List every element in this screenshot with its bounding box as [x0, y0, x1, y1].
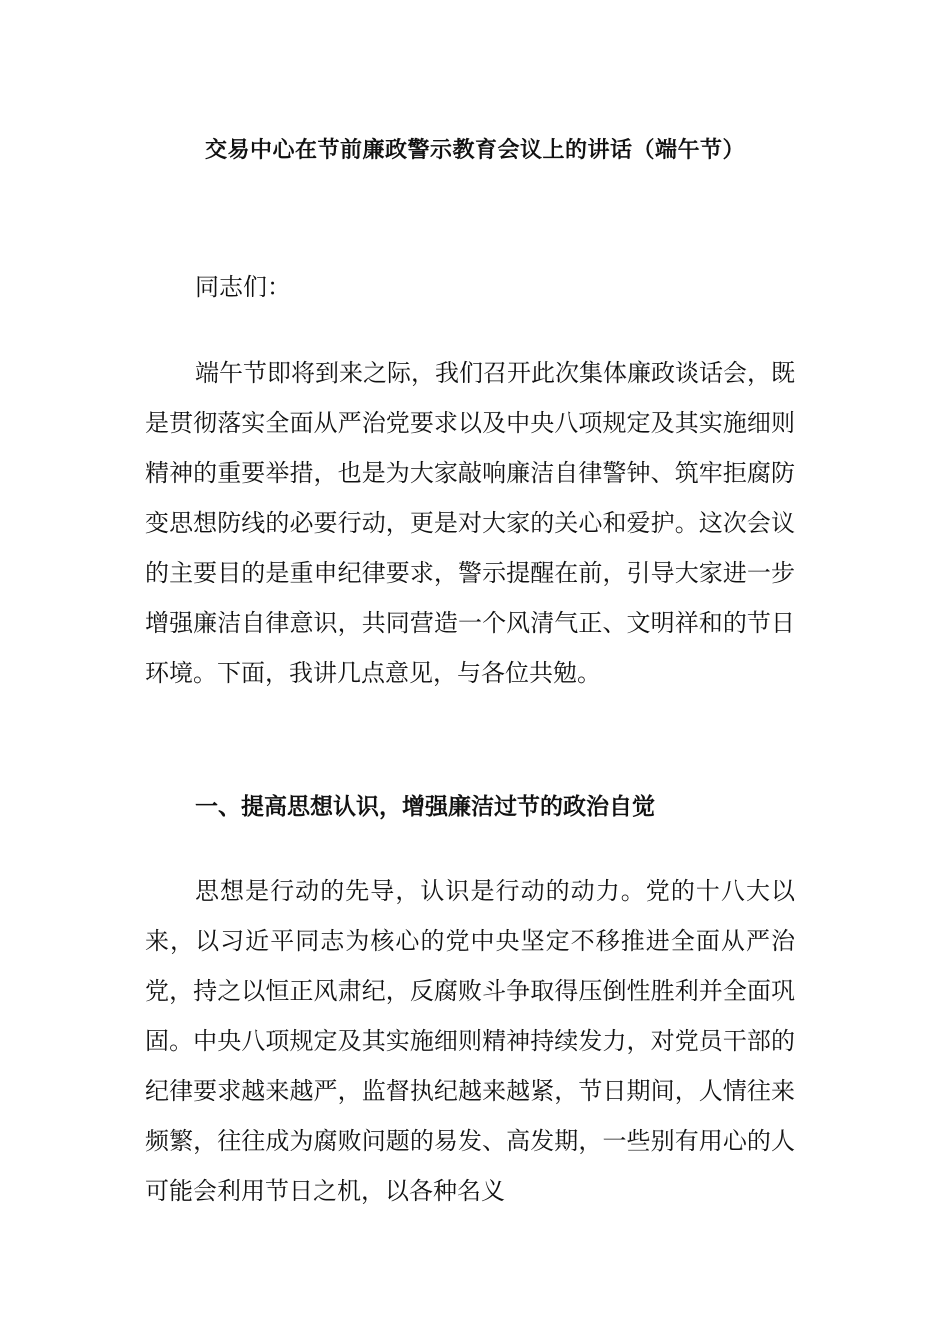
- document-title: 交易中心在节前廉政警示教育会议上的讲话（端午节）: [204, 138, 745, 163]
- salutation: 同志们：: [195, 273, 291, 301]
- paragraph-2: 思想是行动的先导，认识是行动的动力。党的十八大以来，以习近平同志为核心的党中央坚定不移推进全面从严治党，持之以恒正风肃纪，反腐败斗争取得压倒性胜利并全面巩固。中央八项规定及其实施细则精神持续发力，对党员干部的纪律要求越来越严，监督执纪越来越紧，节日期间，人情往来频繁，往往成为腐败问题的易发、高发期，一些别有用心的人可能会利用节日之机，以各种名义: [145, 877, 795, 1205]
- paragraph-1: 端午节即将到来之际，我们召开此次集体廉政谈话会，既是贯彻落实全面从严治党要求以及中央八项规定及其实施细则精神的重要举措，也是为大家敲响廉洁自律警钟、筑牢拒腐防变思想防线的必要行动，更是对大家的关心和爱护。这次会议的主要目的是重申纪律要求，警示提醒在前，引导大家进一步增强廉洁自律意识，共同营造一个风清气正、文明祥和的节日环境。下面，我讲几点意见，与各位共勉。: [145, 359, 795, 687]
- section-heading-1: 一、提高思想认识，增强廉洁过节的政治自觉: [195, 794, 655, 820]
